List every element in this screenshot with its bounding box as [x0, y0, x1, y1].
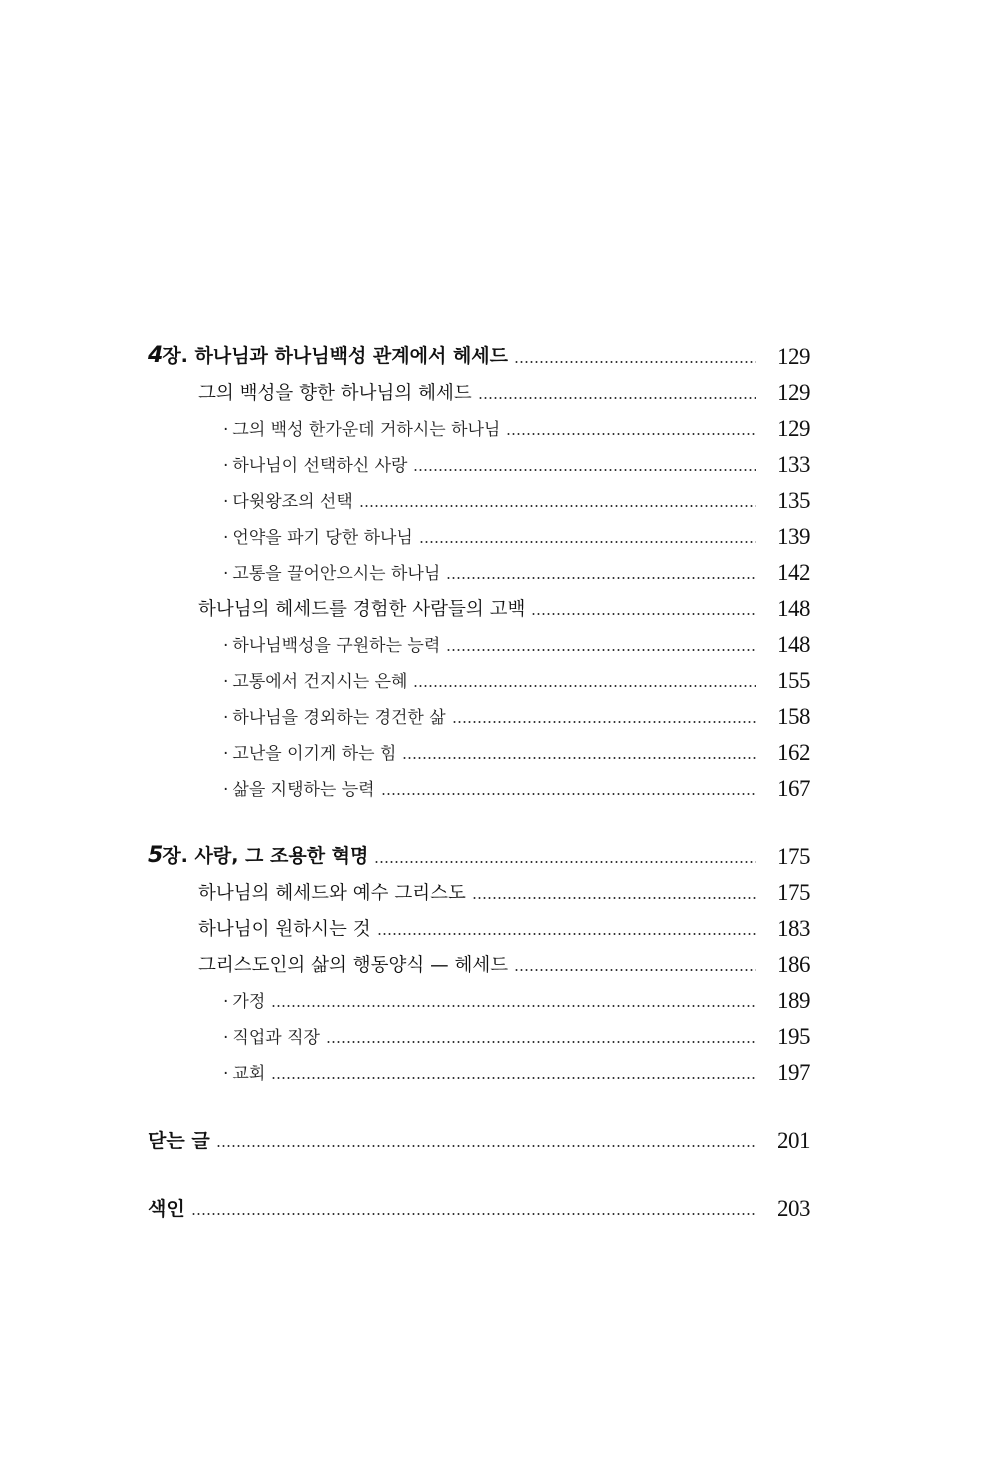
toc-section[interactable] — [148, 373, 810, 409]
page-number: 139 — [777, 524, 810, 549]
page-number: 189 — [777, 988, 810, 1013]
page-number: 129 — [777, 344, 810, 369]
subsection-text: 언약을 파기 당한 하나님 — [232, 528, 413, 548]
bullet: · — [223, 992, 229, 1012]
page-number: 158 — [777, 704, 810, 729]
dot-leader — [413, 468, 756, 472]
toc-subsection[interactable] — [148, 481, 810, 517]
dot-leader — [271, 1004, 756, 1008]
subsection-title — [148, 638, 440, 661]
bullet: · — [223, 744, 229, 764]
subsection-title — [148, 710, 446, 733]
dot-leader — [381, 792, 756, 796]
page-number: 175 — [777, 880, 810, 905]
page-number: 203 — [777, 1196, 810, 1221]
page-number: 201 — [777, 1128, 810, 1153]
dot-leader — [446, 648, 756, 652]
subsection-title — [148, 746, 396, 769]
subsection-title — [148, 494, 353, 517]
subsection-text: 하나님백성을 구원하는 능력 — [232, 636, 441, 656]
bullet: · — [223, 420, 229, 440]
bullet: · — [223, 708, 229, 728]
subsection-text: 직업과 직장 — [232, 1028, 320, 1048]
toc-chapter-5[interactable] — [148, 837, 810, 873]
page-number: 186 — [777, 952, 810, 977]
toc-section[interactable] — [148, 873, 810, 909]
dot-leader — [446, 576, 756, 580]
subsection-title — [148, 1066, 265, 1089]
subsection-title — [148, 530, 413, 553]
toc-index[interactable] — [148, 1189, 810, 1225]
toc-closing[interactable] — [148, 1121, 810, 1157]
dot-leader — [506, 432, 756, 436]
subsection-text: 고난을 이기게 하는 힘 — [232, 744, 397, 764]
bullet: · — [223, 1064, 229, 1084]
page-number: 175 — [777, 844, 810, 869]
section-title: 그의 백성을 향한 하나님의 헤세드 — [198, 382, 472, 404]
bullet: · — [223, 780, 229, 800]
section-title: 하나님의 헤세드를 경험한 사람들의 고백 — [198, 598, 526, 620]
page-number: 195 — [777, 1024, 810, 1049]
dot-leader — [216, 1144, 756, 1148]
subsection-text: 가정 — [232, 992, 266, 1012]
dot-leader — [402, 756, 756, 760]
dot-leader — [359, 504, 756, 508]
subsection-text: 하나님을 경외하는 경건한 삶 — [232, 708, 446, 728]
dot-leader — [413, 684, 756, 688]
subsection-title — [148, 422, 500, 445]
toc-subsection[interactable] — [148, 697, 810, 733]
subsection-title — [148, 994, 265, 1017]
toc-subsection[interactable] — [148, 517, 810, 553]
bullet: · — [223, 672, 229, 692]
toc-section[interactable] — [148, 945, 810, 981]
page-number: 142 — [777, 560, 810, 585]
spacer — [148, 1089, 810, 1121]
page-number: 129 — [777, 380, 810, 405]
subsection-text: 교회 — [232, 1064, 266, 1084]
dot-leader — [377, 932, 756, 936]
page-number: 167 — [777, 776, 810, 801]
page-number: 183 — [777, 916, 810, 941]
dot-leader — [514, 968, 756, 972]
dot-leader — [472, 896, 756, 900]
index-title: 색인 — [148, 1198, 185, 1220]
dot-leader — [419, 540, 756, 544]
toc-subsection[interactable] — [148, 625, 810, 661]
subsection-text: 하나님이 선택하신 사랑 — [232, 456, 408, 476]
chapter-title-text: 장. 사랑, 그 조용한 혁명 — [162, 845, 369, 867]
toc-section[interactable] — [148, 589, 810, 625]
bullet: · — [223, 492, 229, 512]
chapter-title — [148, 345, 508, 373]
dot-leader — [478, 396, 756, 400]
page-number: 129 — [777, 416, 810, 441]
closing-title: 닫는 글 — [148, 1130, 210, 1152]
toc-section[interactable] — [148, 909, 810, 945]
toc-subsection[interactable] — [148, 661, 810, 697]
toc-subsection[interactable] — [148, 769, 810, 805]
subsection-text: 그의 백성 한가운데 거하시는 하나님 — [232, 420, 501, 440]
subsection-text: 고통에서 건지시는 은혜 — [232, 672, 408, 692]
page-number: 155 — [777, 668, 810, 693]
section-title: 하나님이 원하시는 것 — [198, 918, 371, 940]
dot-leader — [271, 1076, 756, 1080]
page-number: 162 — [777, 740, 810, 765]
bullet: · — [223, 456, 229, 476]
subsection-title — [148, 674, 407, 697]
section-title: 하나님의 헤세드와 예수 그리스도 — [198, 882, 466, 904]
bullet: · — [223, 564, 229, 584]
bullet: · — [223, 1028, 229, 1048]
chapter-number: 5 — [148, 843, 163, 868]
dot-leader — [514, 360, 756, 364]
subsection-title — [148, 782, 375, 805]
subsection-title — [148, 1030, 320, 1053]
dot-leader — [452, 720, 756, 724]
toc-subsection[interactable] — [148, 981, 810, 1017]
toc-subsection[interactable] — [148, 445, 810, 481]
subsection-text: 고통을 끌어안으시는 하나님 — [232, 564, 441, 584]
spacer — [148, 805, 810, 837]
dot-leader — [326, 1040, 756, 1044]
chapter-title-text: 장. 하나님과 하나님백성 관계에서 헤세드 — [162, 345, 509, 367]
section-title: 그리스도인의 삶의 행동양식 — 헤세드 — [198, 954, 509, 976]
toc-subsection[interactable] — [148, 733, 810, 769]
dot-leader — [191, 1212, 756, 1216]
toc-chapter-4[interactable] — [148, 337, 810, 373]
dot-leader — [374, 860, 756, 864]
subsection-title — [148, 458, 407, 481]
toc-subsection[interactable] — [148, 409, 810, 445]
page-number: 148 — [777, 596, 810, 621]
toc-subsection[interactable] — [148, 1053, 810, 1089]
table-of-contents — [148, 337, 810, 1225]
page-number: 148 — [777, 632, 810, 657]
spacer — [148, 1157, 810, 1189]
page-number: 135 — [777, 488, 810, 513]
subsection-title — [148, 566, 440, 589]
page-number: 133 — [777, 452, 810, 477]
toc-subsection[interactable] — [148, 553, 810, 589]
dot-leader — [531, 612, 756, 616]
subsection-text: 삶을 지탱하는 능력 — [232, 780, 375, 800]
toc-subsection[interactable] — [148, 1017, 810, 1053]
subsection-text: 다윗왕조의 선택 — [232, 492, 353, 512]
page-number: 197 — [777, 1060, 810, 1085]
bullet: · — [223, 528, 229, 548]
bullet: · — [223, 636, 229, 656]
chapter-title — [148, 845, 368, 873]
chapter-number: 4 — [148, 343, 163, 368]
